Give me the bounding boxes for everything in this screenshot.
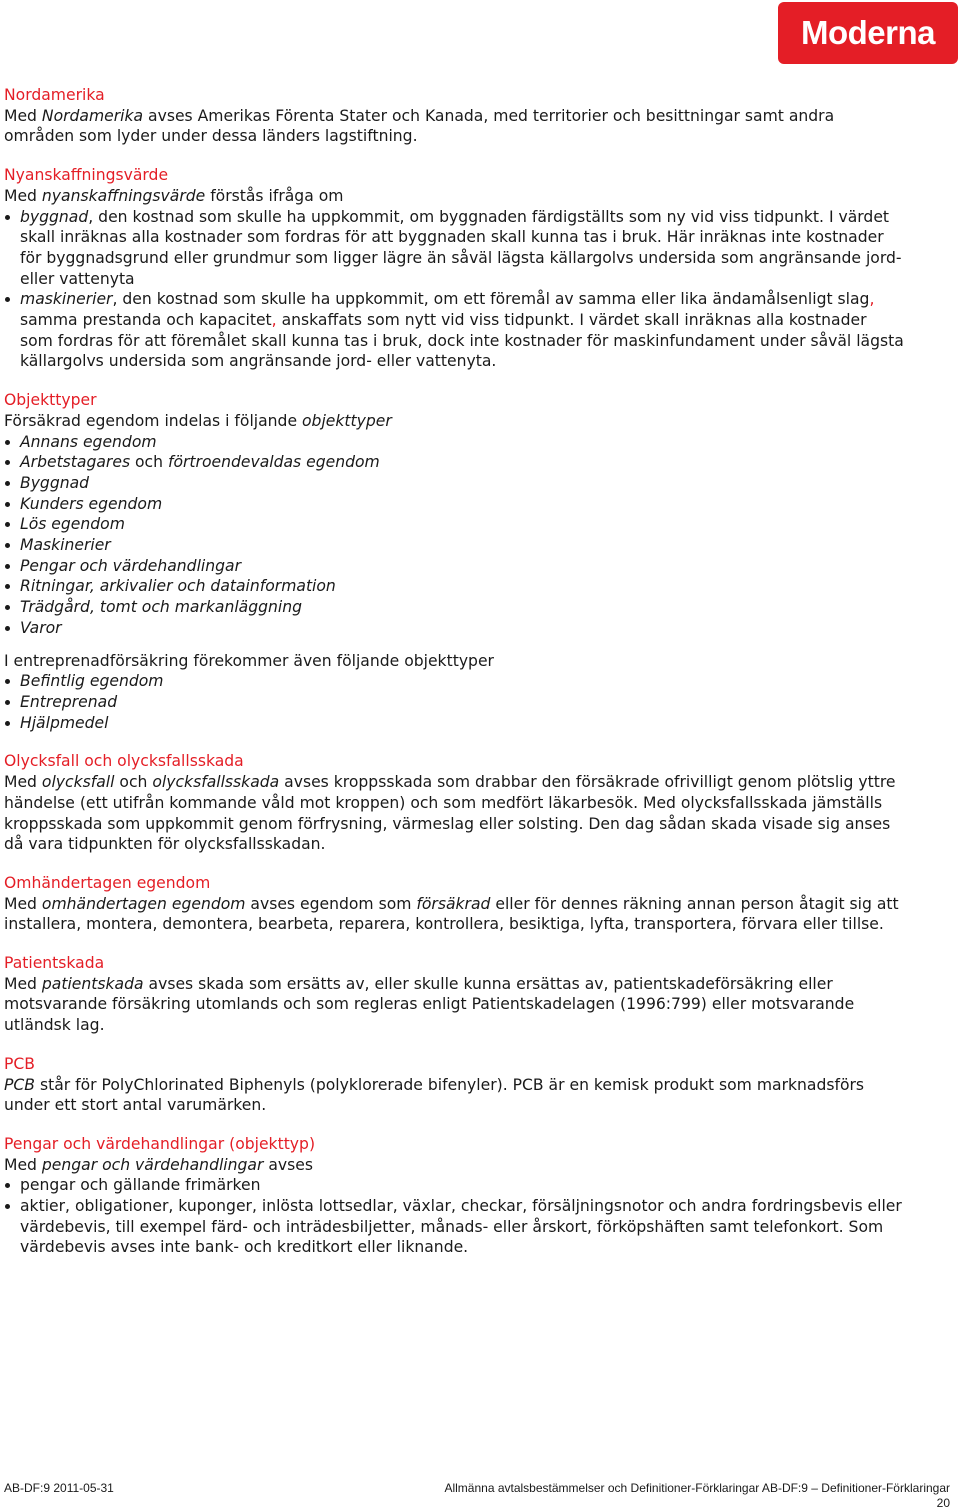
list-item: Kunders egendom [4, 494, 904, 515]
section-pcb [4, 1054, 904, 1116]
footer-doc-title: Allmänna avtalsbestämmelser och Definitioner-Förklaringar AB-DF:9 – Definitioner-Förklaringar [444, 1481, 950, 1495]
section-heading: Omhändertagen egendom [4, 873, 211, 892]
document-body [4, 85, 904, 1276]
bullet-list [4, 207, 904, 373]
section-nordamerika [4, 85, 904, 147]
section-text: Med Nordamerika avses Amerikas Förenta Stater och Kanada, med territorier och besittningar samt andra områden som lyder under dessa länders lagstiftning. [4, 106, 835, 146]
list-item: aktier, obligationer, kuponger, inlösta lottsedlar, växlar, checkar, försäljningsnotor och andra fordringsbevis eller värdebevis, till exempel färd- och inträdesbiljetter, månads- eller årskort, förköpshäften samt telefonkort. Som värdebevis avses inte bank- och kreditkort eller liknande. [4, 1196, 904, 1258]
section-heading: Nyanskaffningsvärde [4, 166, 169, 185]
list-item: Ritningar, arkivalier och datainformation [4, 576, 904, 597]
section-text: PCB står för PolyChlorinated Biphenyls (polyklorerade bifenyler). PCB är en kemisk produkt som marknadsförs under ett stort antal varumärken. [4, 1075, 865, 1115]
section-text: Med omhändertagen egendom avses egendom som försäkrad eller för dennes räkning annan person åtagit sig att installera, montera, demontera, bearbeta, reparera, kontrollera, besiktiga, lyfta, transportera, förvara eller tillse. [4, 894, 899, 934]
list-item: Byggnad [4, 473, 904, 494]
section-text: Med patientskada avses skada som ersätts av, eller skulle kunna ersättas av, patientskadeförsäkring eller motsvarande försäkring utomlands och som regleras enligt Patientskadelagen (1996:799) eller motsvarande utländsk lag. [4, 974, 855, 1035]
list-item: Arbetstagares och förtroendevaldas egendom [4, 452, 904, 473]
section-objekttyper [4, 390, 904, 733]
section-omhandertagen-egendom [4, 873, 904, 935]
entreprenad-list [4, 671, 904, 733]
section-intro-2: I entreprenadförsäkring förekommer även följande objekttyper [4, 651, 494, 670]
list-item: Varor [4, 618, 904, 639]
section-olycksfall [4, 751, 904, 855]
logo-text: Moderna [800, 14, 935, 51]
page-number: 20 [936, 1496, 950, 1510]
section-heading: Nordamerika [4, 86, 105, 104]
moderna-logo [778, 2, 958, 64]
section-patientskada [4, 953, 904, 1036]
list-item: maskinerier, den kostnad som skulle ha uppkommit, om ett föremål av samma eller lika ändamålsenligt slag, samma prestanda och kapacitet, anskaffats som nytt vid viss tidpunkt. I värdet skall inräknas alla kostnader som fordras för att föremålet skall kunna tas i bruk, dock inte kostnader för maskinfundament under såväl lägsta källargolvs undersida som angränsande jord- eller vattenyta. [4, 289, 904, 372]
section-heading: PCB [4, 1054, 35, 1073]
section-heading: Pengar och värdehandlingar (objekttyp) [4, 1134, 316, 1153]
section-heading: Objekttyper [4, 391, 97, 410]
list-item: Pengar och värdehandlingar [4, 556, 904, 577]
list-item: Annans egendom [4, 432, 904, 453]
list-item: byggnad, den kostnad som skulle ha uppkommit, om byggnaden färdigställts som ny vid viss tidpunkt. I värdet skall inräknas alla kostnader som fordras för att byggnaden skall kunna tas i bruk. Här inräknas inte kostnader för byggnadsgrund eller grundmur som ligger lägre än såväl lägsta källargolvs undersida som angränsande jord- eller vattenyta [4, 207, 904, 290]
list-item: Hjälpmedel [4, 713, 904, 734]
section-text: Med olycksfall och olycksfallsskada avses kroppsskada som drabbar den försäkrade ofrivilligt genom plötslig yttre händelse (ett utifrån kommande våld mot kroppen) och som medfört läkarbesök. Med olycksfallsskada jämställs kroppsskada som uppkommit genom förfrysning, värmeslag eller solsting. Den dag sådan skada visade sig anses då vara tidpunkten för olycksfallsskadan. [4, 773, 896, 854]
list-item: Lös egendom [4, 514, 904, 535]
section-nyanskaffningsvarde [4, 165, 904, 372]
list-item: Befintlig egendom [4, 671, 904, 692]
section-heading: Patientskada [4, 954, 105, 973]
list-item: Trädgård, tomt och markanläggning [4, 597, 904, 618]
section-pengar [4, 1134, 904, 1258]
footer-doc-id: AB-DF:9 2011-05-31 [4, 1481, 114, 1495]
list-item: Entreprenad [4, 692, 904, 713]
list-item: pengar och gällande frimärken [4, 1175, 904, 1196]
bullet-list [4, 1175, 904, 1258]
objekttyper-list [4, 432, 904, 639]
section-heading: Olycksfall och olycksfallsskada [4, 752, 244, 771]
section-intro: Försäkrad egendom indelas i följande objekttyper [4, 411, 392, 430]
section-intro: Med nyanskaffningsvärde förstås ifråga om [4, 186, 344, 205]
list-item: Maskinerier [4, 535, 904, 556]
section-intro: Med pengar och värdehandlingar avses [4, 1155, 313, 1174]
